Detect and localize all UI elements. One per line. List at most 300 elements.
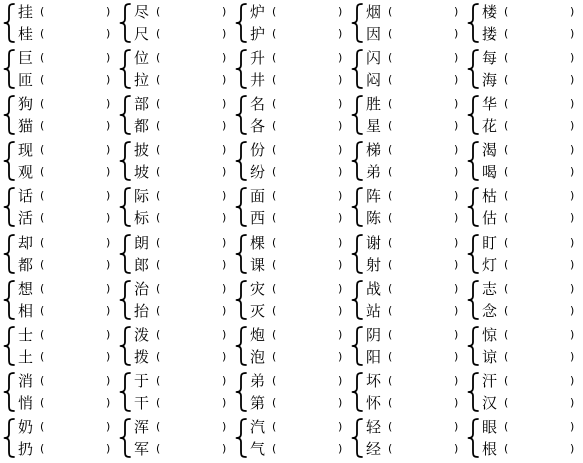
character-label: 棵 (250, 233, 266, 252)
char-item (248, 346, 348, 368)
answer-blank-open[interactable]: ( (388, 441, 393, 455)
character-label: 阵 (366, 187, 382, 206)
answer-blank-open[interactable]: ( (156, 303, 161, 317)
answer-blank-open[interactable]: ( (272, 5, 277, 18)
character-label: 估 (482, 209, 498, 228)
character-label: 胜 (366, 95, 382, 114)
answer-blank-close: ) (570, 143, 575, 157)
answer-blank-open[interactable]: ( (272, 235, 277, 249)
answer-blank-close: ) (338, 97, 343, 111)
answer-blank-open[interactable]: ( (156, 419, 161, 433)
answer-blank-close: ) (338, 373, 343, 387)
answer-blank-open[interactable]: ( (272, 419, 277, 433)
answer-blank-close: ) (106, 349, 111, 363)
char-pair-group (118, 1, 233, 45)
answer-blank-open[interactable]: ( (40, 441, 45, 455)
answer-blank-open[interactable]: ( (40, 165, 45, 179)
char-item (16, 370, 116, 392)
char-item (248, 47, 348, 69)
answer-blank-open[interactable]: ( (388, 97, 393, 111)
answer-blank-open[interactable]: ( (504, 5, 509, 18)
answer-blank-open[interactable]: ( (272, 303, 277, 317)
character-label: 惊 (482, 325, 498, 344)
answer-blank-open[interactable]: ( (40, 327, 45, 341)
answer-blank-close: ) (570, 189, 575, 203)
character-label: 际 (134, 187, 150, 206)
answer-blank-open[interactable]: ( (156, 73, 161, 87)
answer-blank-close: ) (222, 143, 227, 157)
answer-blank-open[interactable]: ( (504, 143, 509, 157)
char-item (132, 23, 232, 45)
answer-blank-open[interactable]: ( (40, 119, 45, 133)
answer-blank-close: ) (454, 211, 459, 225)
character-label: 名 (250, 95, 266, 114)
character-label: 轻 (366, 417, 382, 436)
answer-blank-close: ) (222, 165, 227, 179)
answer-blank-open[interactable]: ( (504, 235, 509, 249)
answer-blank-close: ) (454, 97, 459, 111)
char-pair-group (234, 232, 349, 276)
curly-brace-icon (3, 186, 15, 228)
answer-blank-open[interactable]: ( (40, 281, 45, 295)
character-label: 干 (134, 393, 150, 412)
answer-blank-close: ) (454, 327, 459, 341)
char-item (16, 278, 116, 300)
answer-blank-open[interactable]: ( (156, 349, 161, 363)
character-label: 阳 (366, 347, 382, 366)
answer-blank-close: ) (338, 51, 343, 65)
answer-blank-close: ) (338, 419, 343, 433)
answer-blank-open[interactable]: ( (40, 97, 45, 111)
character-label: 每 (482, 49, 498, 68)
character-label: 志 (482, 279, 498, 298)
answer-blank-open[interactable]: ( (388, 395, 393, 409)
character-label: 站 (366, 301, 382, 320)
answer-blank-open[interactable]: ( (388, 235, 393, 249)
answer-blank-open[interactable]: ( (504, 119, 509, 133)
char-item (248, 416, 348, 438)
answer-blank-open[interactable]: ( (40, 419, 45, 433)
answer-blank-open[interactable]: ( (504, 189, 509, 203)
answer-blank-open[interactable]: ( (272, 327, 277, 341)
answer-blank-open[interactable]: ( (272, 189, 277, 203)
character-label: 楼 (482, 3, 498, 21)
curly-brace-icon (235, 140, 247, 182)
answer-blank-close: ) (222, 281, 227, 295)
curly-brace-icon (119, 233, 131, 275)
answer-blank-open[interactable]: ( (504, 73, 509, 87)
char-pair-group (118, 232, 233, 276)
curly-brace-icon (3, 94, 15, 136)
character-label: 陈 (366, 209, 382, 228)
answer-blank-close: ) (222, 303, 227, 317)
answer-blank-open[interactable]: ( (272, 211, 277, 225)
curly-brace-icon (351, 186, 363, 228)
char-pair-group (350, 370, 465, 414)
char-item (364, 300, 464, 322)
answer-blank-open[interactable]: ( (388, 143, 393, 157)
answer-blank-open[interactable]: ( (156, 211, 161, 225)
answer-blank-close: ) (338, 189, 343, 203)
answer-blank-open[interactable]: ( (388, 303, 393, 317)
answer-blank-open[interactable]: ( (504, 257, 509, 271)
answer-blank-open[interactable]: ( (504, 349, 509, 363)
character-label: 想 (18, 279, 34, 298)
answer-blank-open[interactable]: ( (272, 97, 277, 111)
character-label: 炉 (250, 3, 266, 21)
character-label: 于 (134, 371, 150, 390)
curly-brace-icon (467, 140, 479, 182)
curly-brace-icon (3, 48, 15, 90)
answer-blank-open[interactable]: ( (40, 349, 45, 363)
answer-blank-open[interactable]: ( (388, 73, 393, 87)
char-item (248, 139, 348, 161)
character-label: 泡 (250, 347, 266, 366)
answer-blank-open[interactable]: ( (156, 395, 161, 409)
answer-blank-close: ) (222, 373, 227, 387)
answer-blank-open[interactable]: ( (156, 97, 161, 111)
answer-blank-close: ) (222, 211, 227, 225)
answer-blank-open[interactable]: ( (272, 257, 277, 271)
answer-blank-open[interactable]: ( (388, 5, 393, 18)
answer-blank-open[interactable]: ( (156, 373, 161, 387)
answer-blank-open[interactable]: ( (388, 27, 393, 40)
answer-blank-close: ) (338, 441, 343, 455)
answer-blank-close: ) (338, 349, 343, 363)
answer-blank-open[interactable]: ( (156, 327, 161, 341)
char-pair-group (118, 370, 233, 414)
answer-blank-close: ) (454, 73, 459, 87)
answer-blank-open[interactable]: ( (40, 73, 45, 87)
character-label: 搂 (482, 25, 498, 43)
answer-blank-close: ) (338, 73, 343, 87)
character-label: 位 (134, 49, 150, 68)
answer-blank-close: ) (338, 235, 343, 249)
answer-blank-close: ) (454, 235, 459, 249)
answer-blank-open[interactable]: ( (388, 189, 393, 203)
char-item (132, 254, 232, 276)
answer-blank-open[interactable]: ( (156, 235, 161, 249)
char-pair-group (350, 93, 465, 137)
char-item (364, 139, 464, 161)
char-item (480, 139, 580, 161)
answer-blank-close: ) (454, 303, 459, 317)
char-pair-group (234, 47, 349, 91)
char-pair-group (466, 93, 581, 137)
answer-blank-open[interactable]: ( (40, 51, 45, 65)
answer-blank-close: ) (454, 119, 459, 133)
answer-blank-open[interactable]: ( (40, 5, 45, 18)
answer-blank-close: ) (106, 51, 111, 65)
answer-blank-close: ) (570, 5, 575, 18)
char-pair-group (2, 416, 117, 460)
answer-blank-open[interactable]: ( (40, 303, 45, 317)
char-pair-group (234, 185, 349, 229)
character-label: 部 (134, 95, 150, 114)
answer-blank-open[interactable]: ( (504, 373, 509, 387)
answer-blank-open[interactable]: ( (156, 143, 161, 157)
character-label: 消 (18, 371, 34, 390)
char-pair-group (350, 278, 465, 322)
answer-blank-open[interactable]: ( (504, 27, 509, 40)
answer-blank-open[interactable]: ( (156, 165, 161, 179)
char-item (480, 300, 580, 322)
char-pair-group (234, 1, 349, 45)
answer-blank-close: ) (570, 235, 575, 249)
character-label: 抬 (134, 301, 150, 320)
character-label: 华 (482, 95, 498, 114)
character-label: 尽 (134, 3, 150, 21)
answer-blank-open[interactable]: ( (40, 211, 45, 225)
char-item (480, 1, 580, 23)
char-pair-group (2, 47, 117, 91)
answer-blank-open[interactable]: ( (272, 51, 277, 65)
answer-blank-open[interactable]: ( (272, 119, 277, 133)
char-item (248, 324, 348, 346)
char-item (364, 47, 464, 69)
answer-blank-open[interactable]: ( (388, 257, 393, 271)
char-item (132, 346, 232, 368)
char-pair-group (2, 1, 117, 45)
char-item (248, 370, 348, 392)
char-pair-group (350, 416, 465, 460)
answer-blank-close: ) (222, 189, 227, 203)
answer-blank-close: ) (106, 27, 111, 40)
answer-blank-open[interactable]: ( (272, 143, 277, 157)
character-label: 渴 (482, 141, 498, 160)
answer-blank-close: ) (338, 327, 343, 341)
char-item (480, 392, 580, 414)
answer-blank-close: ) (106, 257, 111, 271)
answer-blank-open[interactable]: ( (504, 441, 509, 455)
character-label: 桂 (18, 25, 34, 43)
curly-brace-icon (235, 325, 247, 367)
character-label: 根 (482, 439, 498, 458)
char-pair-group (466, 232, 581, 276)
char-pair-group (350, 47, 465, 91)
answer-blank-open[interactable]: ( (272, 349, 277, 363)
char-item (132, 392, 232, 414)
character-label: 坏 (366, 371, 382, 390)
char-pair-group (234, 324, 349, 368)
answer-blank-close: ) (338, 143, 343, 157)
char-pair-group (466, 185, 581, 229)
answer-blank-open[interactable]: ( (272, 395, 277, 409)
curly-brace-icon (467, 325, 479, 367)
answer-blank-close: ) (106, 165, 111, 179)
character-label: 射 (366, 255, 382, 274)
answer-blank-close: ) (338, 303, 343, 317)
character-label: 星 (366, 117, 382, 136)
curly-brace-icon (119, 279, 131, 321)
character-label: 尺 (134, 25, 150, 43)
answer-blank-open[interactable]: ( (156, 257, 161, 271)
char-item (16, 161, 116, 183)
char-item (16, 346, 116, 368)
character-label: 第 (250, 393, 266, 412)
char-item (132, 300, 232, 322)
answer-blank-open[interactable]: ( (40, 257, 45, 271)
character-label: 巨 (18, 49, 34, 68)
answer-blank-open[interactable]: ( (156, 441, 161, 455)
curly-brace-icon (467, 48, 479, 90)
answer-blank-close: ) (454, 143, 459, 157)
curly-brace-icon (467, 233, 479, 275)
character-label: 西 (250, 209, 266, 228)
answer-blank-open[interactable]: ( (504, 51, 509, 65)
char-item (132, 324, 232, 346)
character-label: 阴 (366, 325, 382, 344)
curly-brace-icon (3, 325, 15, 367)
answer-blank-close: ) (222, 441, 227, 455)
answer-blank-open[interactable]: ( (504, 419, 509, 433)
char-item (364, 93, 464, 115)
char-pair-group (234, 416, 349, 460)
answer-blank-open[interactable]: ( (504, 97, 509, 111)
char-item (364, 1, 464, 23)
curly-brace-icon (351, 371, 363, 413)
answer-blank-close: ) (338, 165, 343, 179)
answer-blank-open[interactable]: ( (40, 143, 45, 157)
answer-blank-open[interactable]: ( (272, 441, 277, 455)
char-item (248, 93, 348, 115)
answer-blank-open[interactable]: ( (156, 51, 161, 65)
char-pair-group (466, 47, 581, 91)
answer-blank-open[interactable]: ( (156, 5, 161, 18)
character-label: 井 (250, 71, 266, 90)
curly-brace-icon (351, 2, 363, 44)
answer-blank-open[interactable]: ( (272, 281, 277, 295)
char-item (132, 370, 232, 392)
answer-blank-open[interactable]: ( (504, 327, 509, 341)
answer-blank-open[interactable]: ( (272, 373, 277, 387)
curly-brace-icon (3, 279, 15, 321)
curly-brace-icon (235, 233, 247, 275)
answer-blank-open[interactable]: ( (388, 327, 393, 341)
answer-blank-open[interactable]: ( (504, 395, 509, 409)
char-item (364, 278, 464, 300)
char-pair-group (2, 370, 117, 414)
char-item (16, 69, 116, 91)
character-label: 拨 (134, 347, 150, 366)
character-label: 匝 (18, 71, 34, 90)
curly-brace-icon (351, 279, 363, 321)
character-label: 军 (134, 439, 150, 458)
character-label: 炮 (250, 325, 266, 344)
answer-blank-close: ) (222, 235, 227, 249)
answer-blank-open[interactable]: ( (388, 119, 393, 133)
answer-blank-close: ) (570, 373, 575, 387)
answer-blank-open[interactable]: ( (504, 211, 509, 225)
curly-brace-icon (351, 233, 363, 275)
curly-brace-icon (351, 48, 363, 90)
answer-blank-close: ) (106, 395, 111, 409)
char-item (16, 139, 116, 161)
char-item (248, 1, 348, 23)
char-item (16, 207, 116, 229)
answer-blank-close: ) (570, 165, 575, 179)
character-label: 因 (366, 25, 382, 43)
character-label: 花 (482, 117, 498, 136)
character-label: 挂 (18, 3, 34, 21)
answer-blank-close: ) (570, 97, 575, 111)
character-label: 灾 (250, 279, 266, 298)
answer-blank-open[interactable]: ( (40, 189, 45, 203)
char-item (248, 23, 348, 45)
char-item (248, 438, 348, 460)
answer-blank-open[interactable]: ( (388, 419, 393, 433)
char-pair-group (466, 139, 581, 183)
char-item (132, 185, 232, 207)
curly-brace-icon (351, 94, 363, 136)
character-label: 都 (18, 255, 34, 274)
char-item (364, 254, 464, 276)
character-label: 灯 (482, 255, 498, 274)
character-label: 闷 (366, 71, 382, 90)
curly-brace-icon (235, 94, 247, 136)
answer-blank-open[interactable]: ( (504, 303, 509, 317)
answer-blank-open[interactable]: ( (156, 27, 161, 40)
answer-blank-open[interactable]: ( (272, 27, 277, 40)
answer-blank-close: ) (454, 395, 459, 409)
answer-blank-open[interactable]: ( (40, 395, 45, 409)
character-label: 狗 (18, 95, 34, 114)
char-item (132, 416, 232, 438)
character-label: 气 (250, 439, 266, 458)
answer-blank-open[interactable]: ( (388, 165, 393, 179)
answer-blank-close: ) (106, 281, 111, 295)
answer-blank-open[interactable]: ( (504, 281, 509, 295)
answer-blank-close: ) (570, 441, 575, 455)
char-pair-group (118, 185, 233, 229)
answer-blank-open[interactable]: ( (388, 349, 393, 363)
character-label: 升 (250, 49, 266, 68)
answer-blank-open[interactable]: ( (388, 373, 393, 387)
answer-blank-open[interactable]: ( (388, 51, 393, 65)
answer-blank-open[interactable]: ( (272, 73, 277, 87)
char-pair-group (118, 416, 233, 460)
answer-blank-open[interactable]: ( (388, 281, 393, 295)
answer-blank-open[interactable]: ( (40, 27, 45, 40)
answer-blank-close: ) (338, 281, 343, 295)
answer-blank-close: ) (106, 143, 111, 157)
character-label: 都 (134, 117, 150, 136)
answer-blank-open[interactable]: ( (504, 165, 509, 179)
answer-blank-open[interactable]: ( (156, 189, 161, 203)
curly-brace-icon (235, 2, 247, 44)
char-item (364, 346, 464, 368)
curly-brace-icon (467, 2, 479, 44)
answer-blank-close: ) (570, 257, 575, 271)
answer-blank-open[interactable]: ( (272, 165, 277, 179)
curly-brace-icon (467, 279, 479, 321)
char-item (248, 185, 348, 207)
curly-brace-icon (3, 233, 15, 275)
answer-blank-open[interactable]: ( (40, 373, 45, 387)
char-item (364, 392, 464, 414)
char-item (132, 115, 232, 137)
char-item (364, 161, 464, 183)
character-label: 拉 (134, 71, 150, 90)
char-item (248, 278, 348, 300)
char-item (480, 161, 580, 183)
answer-blank-open[interactable]: ( (156, 281, 161, 295)
character-label: 闪 (366, 49, 382, 68)
answer-blank-open[interactable]: ( (388, 211, 393, 225)
answer-blank-open[interactable]: ( (156, 119, 161, 133)
answer-blank-open[interactable]: ( (40, 235, 45, 249)
char-item (364, 438, 464, 460)
